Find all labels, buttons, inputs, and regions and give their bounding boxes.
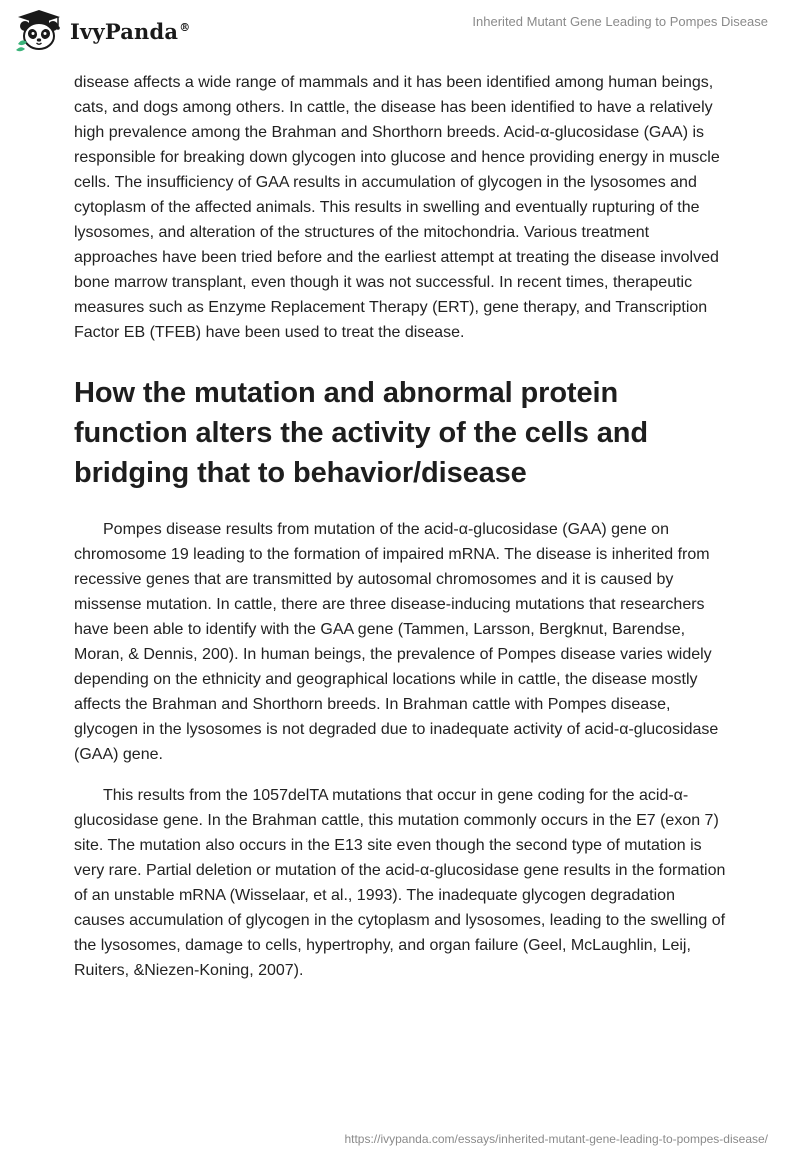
intro-paragraph: disease affects a wide range of mammals and it has been identified among human beings, cats, and dogs among others. In cattle, the disease has been identified to have a relatively high prevalence among the Brahman and Shorthorn breeds. Acid-α-glucosidase (GAA) is responsible for breaking down glycogen into glucose and hence providing energy in muscle cells. The insufficiency of GAA results in accumulation of glycogen in the lysosomes and cytoplasm of the affected animals. This results in swelling and eventually rupturing of the lysosomes, and alteration of the structures of the mitochondria. Various treatment approaches have been tried before and the earliest attempt at treating the disease involved bone marrow transplant, even though it was not successful. In recent times, therapeutic measures such as Enzyme Replacement Therapy (ERT), gene therapy, and Transcription Factor EB (TFEB) have been used to treat the disease. [74,74,720,341]
body-paragraph-1: Pompes disease results from mutation of the acid-α-glucosidase (GAA) gene on chromosome 19 leading to the formation of impaired mRNA. The disease is inherited from recessive genes that are transmitted by autosomal chromosomes and it is caused by missense mutation. In cattle, there are three disease-inducing mutations that researchers have been able to identify with the GAA gene (Tammen, Larsson, Bergknut, Barendse, Moran, & Dennis, 200). In human beings, the prevalence of Pompes disease varies widely depending on the ethnicity and geographical locations while in cattle, the disease mostly affects the Brahman and Shorthorn breeds. In Brahman cattle with Pompes disease, glycogen in the lysosomes is not degraded due to inadequate activity of acid-α-glucosidase (GAA) gene. [74,521,719,763]
section-heading: How the mutation and abnormal protein function alters the activity of the cells and bridging that to behavior/disease [74,377,649,489]
document-title: Inherited Mutant Gene Leading to Pompes Disease [472,14,768,29]
brand-name [70,19,190,44]
brand-logo[interactable] [14,8,190,52]
body-paragraph-2: This results from the 1057delTA mutations that occur in gene coding for the acid-α-glucosidase gene. In the Brahman cattle, this mutation commonly occurs in the E7 (exon 7) site. The mutation also occurs in the E13 site even though the second type of mutation is very rare. Partial deletion or mutation of the acid-α-glucosidase gene results in the formation of an unstable mRNA (Wisselaar, et al., 1993). The inadequate glycogen degradation causes accumulation of glycogen in the cytoplasm and lysosomes, leading to the swelling of the lysosomes, damage to cells, hypertrophy, and organ failure (Geel, McLaughlin, Leij, Ruiters, &Niezen-Koning, 2007). [74,787,726,979]
article-body [74,70,730,983]
page-header [0,0,800,60]
source-url[interactable]: https://ivypanda.com/essays/inherited-mutant-gene-leading-to-pompes-disease/ [344,1132,768,1146]
brand-name-text: IvyPanda [70,18,179,44]
brand-registered-mark: ® [179,20,191,34]
panda-graduate-icon [14,8,64,52]
